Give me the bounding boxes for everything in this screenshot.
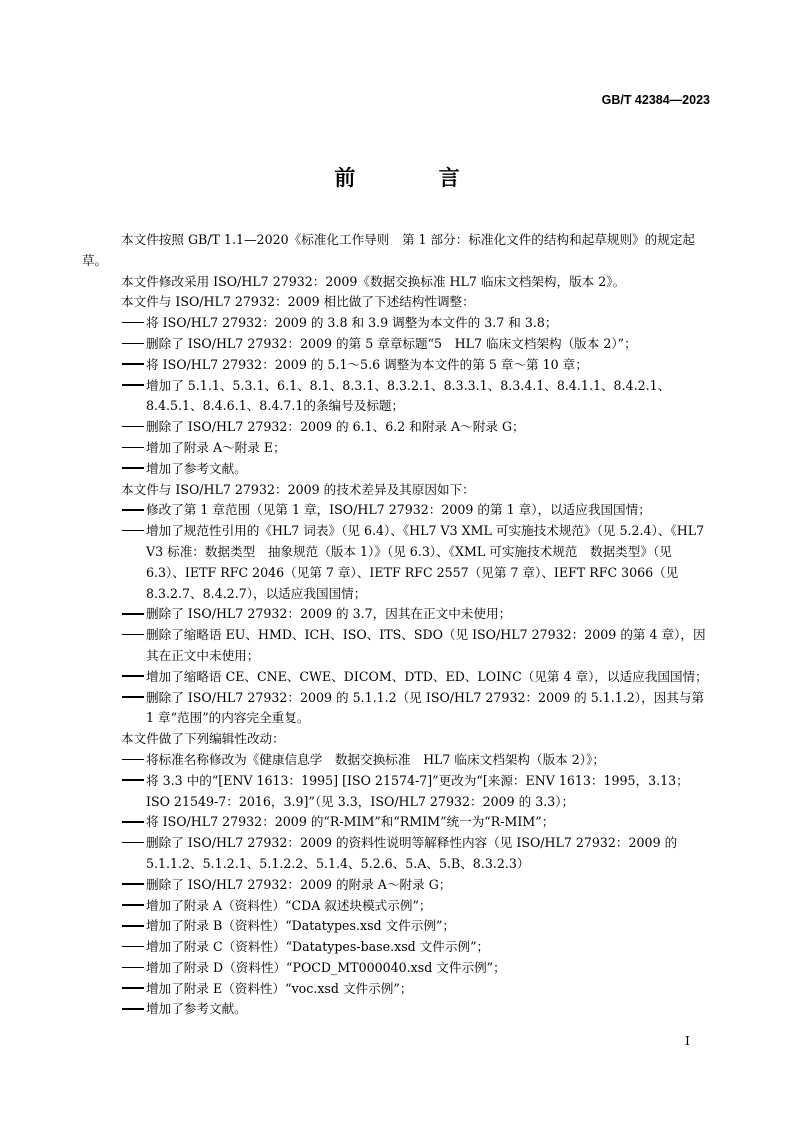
dash-bullet (122, 833, 146, 854)
dash-list-item (82, 500, 712, 521)
dash-list-item (82, 438, 712, 459)
dash-list-item (82, 376, 712, 418)
item-text: 增加了附录 E（资料性）“voc.xsd 文件示例”； (146, 980, 413, 996)
item-text: 增加了附录 D（资料性）“POCD_MT000040.xsd 文件示例”； (146, 959, 506, 975)
dash-list-item (82, 999, 712, 1020)
paragraph (82, 480, 712, 501)
dash-bullet (122, 334, 146, 355)
dash-bullet (122, 667, 146, 688)
item-text: 将标准名称修改为《健康信息学 数据交换标准 HL7 临床文档架构（版本 2）》； (146, 751, 605, 767)
item-text: 增加了附录 A～附录 E； (146, 439, 286, 455)
item-text: 本文件与 ISO/HL7 27932：2009 相比做了下述结构性调整： (121, 294, 475, 310)
dash-list-item (82, 812, 712, 833)
dash-bullet (122, 958, 146, 979)
dash-list-item (82, 355, 712, 376)
dash-list-item (82, 979, 712, 1000)
item-text: 删除了 ISO/HL7 27932：2009 的第 5 章章标题“5 HL7 临床文档架构（版本 2）”； (146, 335, 637, 351)
paragraph (82, 292, 712, 313)
dash-list-item (82, 688, 712, 730)
dash-list-item (82, 667, 712, 688)
dash-list-item (82, 625, 712, 667)
item-text: 增加了附录 C（资料性）“Datatypes-base.xsd 文件示例”； (146, 939, 490, 955)
dash-bullet (122, 875, 146, 896)
dash-list-item (82, 334, 712, 355)
dash-bullet (122, 376, 146, 397)
dash-list-item (82, 521, 712, 604)
dash-bullet (122, 459, 146, 480)
dash-bullet (122, 750, 146, 771)
dash-bullet (122, 979, 146, 1000)
dash-list-item (82, 958, 712, 979)
item-text: 增加了参考文献。 (146, 1001, 247, 1017)
page-title: 前 言 (334, 166, 498, 190)
item-text: 本文件按照 GB/T 1.1—2020《标准化工作导则 第 1 部分：标准化文件的结构和起草规则》的规定起草。 (82, 232, 696, 268)
item-text: 将 3.3 中的“[ENV 1613：1995] [ISO 21574-7]”更改为“[来源：ENV 1613：1995，3.13；ISO 21549-7：2016，3.9]”（见 3.3，ISO/HL7 27932：2009 的 3.3）； (146, 772, 689, 809)
item-text: 本文件修改采用 ISO/HL7 27932：2009《数据交换标准 HL7 临床文档架构，版本 2》。 (121, 273, 626, 289)
item-text: 删除了 ISO/HL7 27932：2009 的附录 A～附录 G； (146, 876, 452, 892)
dash-bullet (122, 771, 146, 792)
dash-list-item (82, 604, 712, 625)
item-text: 将 ISO/HL7 27932：2009 的“R-MIM”和“RMIM”统一为“R-MIM”； (146, 814, 555, 830)
item-text: 本文件与 ISO/HL7 27932：2009 的技术差异及其原因如下： (121, 481, 475, 497)
paragraph (82, 729, 712, 750)
item-text: 删除了 ISO/HL7 27932：2009 的 3.7，因其在正文中未使用； (146, 606, 512, 622)
dash-list-item (82, 937, 712, 958)
dash-bullet (122, 521, 146, 542)
paragraph (82, 230, 712, 272)
dash-bullet (122, 916, 146, 937)
dash-list-item (82, 417, 712, 438)
dash-list-item (82, 313, 712, 334)
dash-list-item (82, 771, 712, 813)
item-text: 增加了 5.1.1、5.3.1、6.1、8.1、8.3.1、8.3.2.1、8.3.3.1、8.3.4.1、8.4.1.1、8.4.2.1、8.4.5.1、8.4.6.1、8.4.7.1的条编号及标题； (146, 377, 671, 414)
item-text: 本文件做了下列编辑性改动： (121, 731, 285, 747)
dash-list-item (82, 833, 712, 875)
dash-list-item (82, 750, 712, 771)
dash-bullet (122, 625, 146, 646)
page-number: I (685, 1033, 690, 1048)
dash-bullet (122, 688, 146, 709)
item-text: 删除了 ISO/HL7 27932：2009 的 6.1、6.2 和附录 A～附录 G； (146, 419, 525, 435)
dash-bullet (122, 500, 146, 521)
paragraph (82, 272, 712, 293)
dash-list-item (82, 459, 712, 480)
item-text: 增加了附录 A（资料性）“CDA 叙述块模式示例”； (146, 897, 432, 913)
dash-bullet (122, 417, 146, 438)
document-body (82, 230, 712, 1020)
item-text: 增加了缩略语 CE、CNE、CWE、DICOM、DTD、ED、LOINC（见第 4 章），以适应我国国情； (146, 668, 708, 684)
item-text: 增加了规范性引用的《HL7 词表》（见 6.4）、《HL7 V3 XML 可实施技术规范》（见 5.2.4）、《HL7 V3 标准：数据类型 抽象规范（版本 1）》（见 6.3）、《XML 可实施技术规范 数据类型》（见 6.3）、IETF RFC 2046（见第 7 章）、IETF RFC 2557（见第 7 章）、IEFT RFC 3066（见 8.3.2.7、8.4.2.7），以适应我国国情； (146, 523, 705, 601)
dash-bullet (122, 999, 146, 1020)
item-text: 删除了 ISO/HL7 27932：2009 的资料性说明等解释性内容（见 ISO/HL7 27932：2009 的 5.1.1.2、5.1.2.1、5.1.2.2、5.1.4、5.2.6、5.A、5.B、8.3.2.3） (146, 835, 678, 871)
dash-bullet (122, 438, 146, 459)
item-text: 删除了 ISO/HL7 27932：2009 的 5.1.1.2（见 ISO/HL7 27932：2009 的 5.1.1.2），因其与第 1 章“范围”的内容完全重复。 (146, 689, 705, 726)
item-text: 将 ISO/HL7 27932：2009 的 5.1～5.6 调整为本文件的第 5 章～第 10 章； (146, 356, 588, 372)
dash-list-item (82, 896, 712, 917)
dash-bullet (122, 355, 146, 376)
dash-bullet (122, 604, 146, 625)
item-text: 增加了附录 B（资料性）“Datatypes.xsd 文件示例”； (146, 918, 456, 934)
item-text: 修改了第 1 章范围（见第 1 章，ISO/HL7 27932：2009 的第 1 章），以适应我国国情； (146, 502, 651, 518)
dash-bullet (122, 313, 146, 334)
standard-code: GB/T 42384—2023 (601, 93, 710, 107)
dash-list-item (82, 916, 712, 937)
dash-list-item (82, 875, 712, 896)
dash-bullet (122, 937, 146, 958)
item-text: 删除了缩略语 EU、HMD、ICH、ISO、ITS、SDO（见 ISO/HL7 27932：2009 的第 4 章），因其在正文中未使用； (146, 627, 706, 663)
item-text: 将 ISO/HL7 27932：2009 的 3.8 和 3.9 调整为本文件的 3.7 和 3.8； (146, 315, 558, 331)
item-text: 增加了参考文献。 (146, 460, 247, 476)
dash-bullet (122, 812, 146, 833)
dash-bullet (122, 896, 146, 917)
